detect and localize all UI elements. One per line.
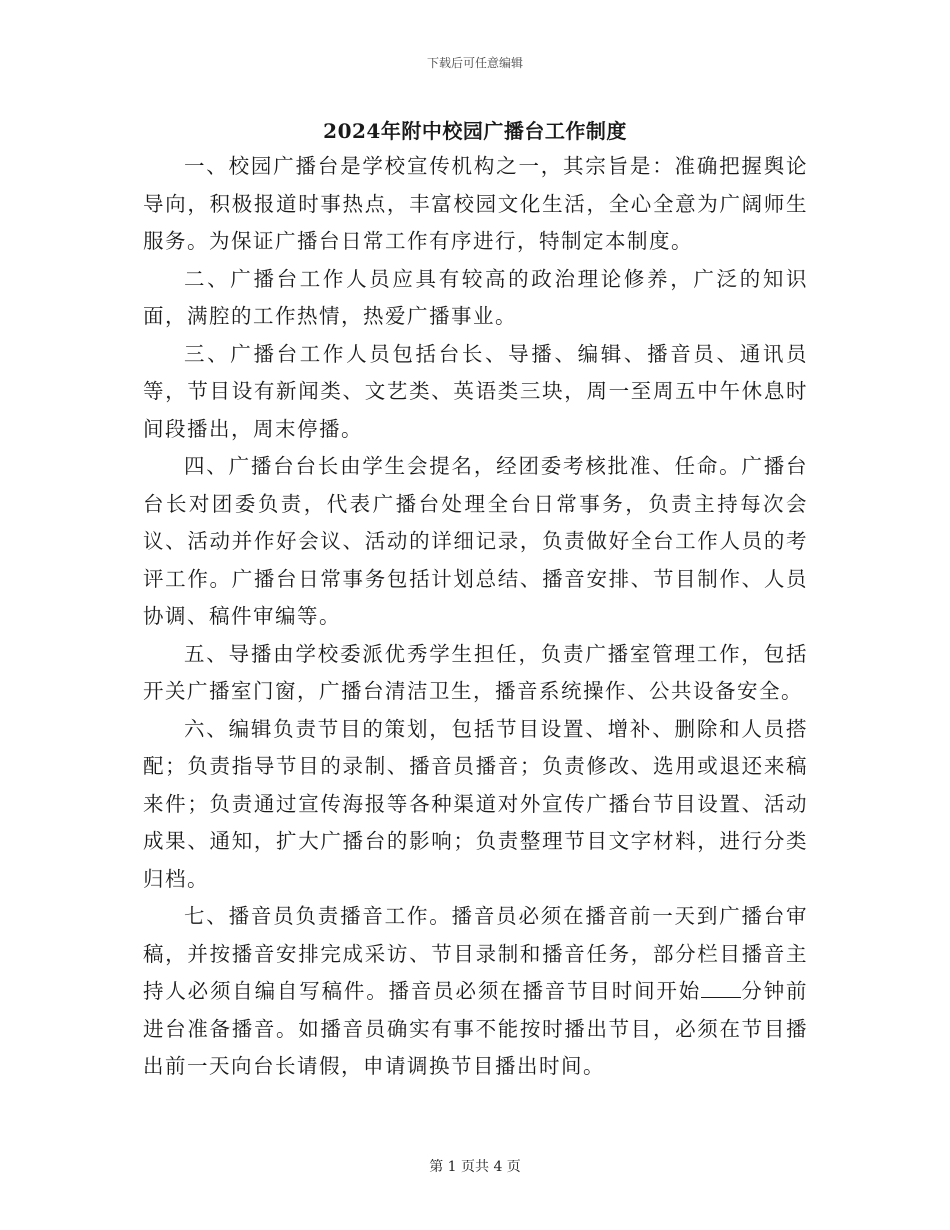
header-note: 下载后可任意编辑 — [426, 56, 523, 70]
paragraph-5: 五、导播由学校委派优秀学生担任，负责广播室管理工作，包括开关广播室门窗，广播台清洁卫生，播音系统操作、公共设备安全。 — [143, 641, 808, 703]
document-body — [143, 148, 808, 1086]
paragraph-2: 二、广播台工作人员应具有较高的政治理论修养，广泛的知识面，满腔的工作热情，热爱广播事业。 — [143, 266, 808, 328]
paragraph-7-part-1: 七、播音员负责播音工作。播音员必须在播音前一天到广播台审稿，并按播音安排完成采访、节目录制和播音任务，部分栏目播音主持人必须自编自写稿件。播音员必须在播音节目时间开始 — [143, 904, 808, 1003]
fill-in-blank — [701, 977, 741, 998]
paragraph-6: 六、编辑负责节目的策划，包括节目设置、增补、删除和人员搭配；负责指导节目的录制、播音员播音；负责修改、选用或退还来稿来件；负责通过宣传海报等各种渠道对外宣传广播台节目设置、活动成果、通知，扩大广播台的影响；负责整理节目文字材料，进行分类归档。 — [143, 716, 808, 891]
document-title: 2024年附中校园广播台工作制度 — [323, 119, 627, 143]
paragraph-7-part-2: 分钟前进台准备播音。如播音员确实有事不能按时播出节目，必须在节目播出前一天向台长请假，申请调换节目播出时间。 — [143, 979, 809, 1078]
paragraph-7 — [143, 898, 808, 1086]
paragraph-1: 一、校园广播台是学校宣传机构之一，其宗旨是：准确把握舆论导向，积极报道时事热点，丰富校园文化生活，全心全意为广阔师生服务。为保证广播台日常工作有序进行，特制定本制度。 — [143, 154, 808, 253]
paragraph-3: 三、广播台工作人员包括台长、导播、编辑、播音员、通讯员等，节目设有新闻类、文艺类、英语类三块，周一至周五中午休息时间段播出，周末停播。 — [143, 341, 808, 441]
page-number-footer: 第 1 页共 4 页 — [429, 1159, 521, 1175]
paragraph-4: 四、广播台台长由学生会提名，经团委考核批准、任命。广播台台长对团委负责，代表广播台处理全台日常事务，负责主持每次会议、活动并作好会议、活动的详细记录，负责做好全台工作人员的考评工作。广播台日常事务包括计划总结、播音安排、节目制作、人员协调、稿件审编等。 — [143, 454, 808, 628]
